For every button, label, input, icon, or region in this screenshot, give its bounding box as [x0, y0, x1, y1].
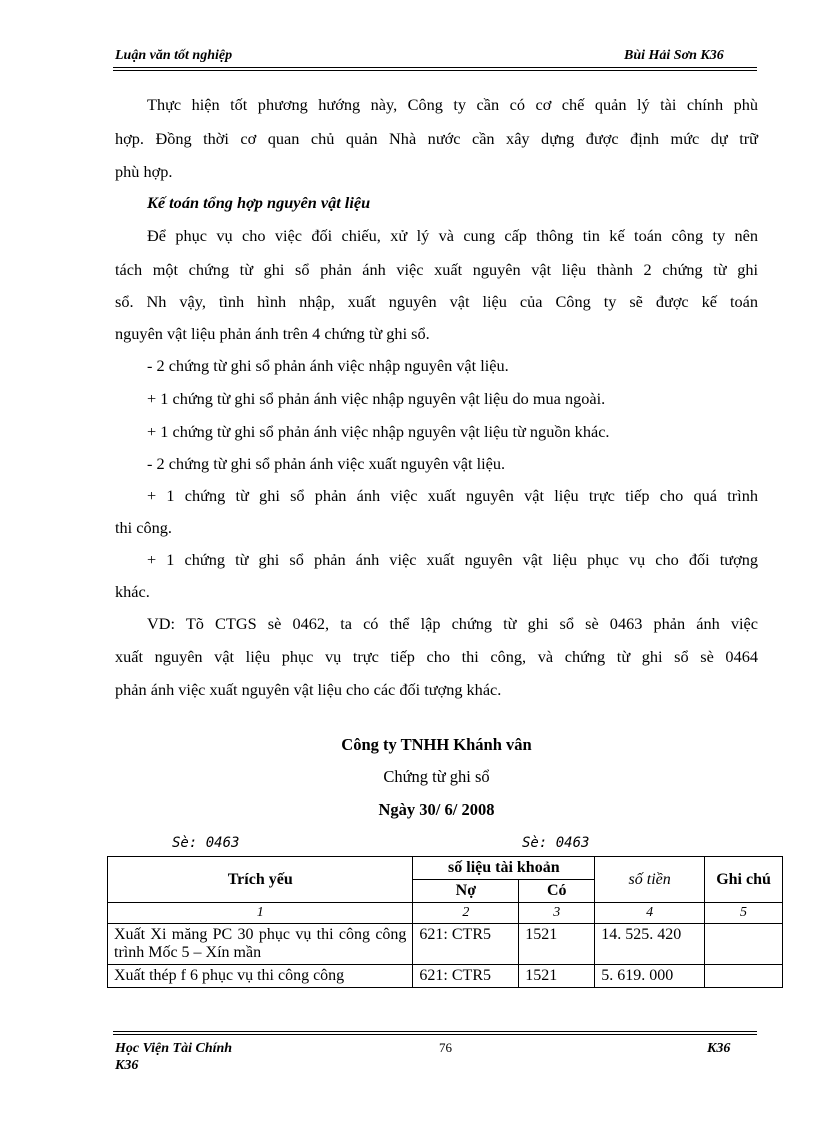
para-2-line-1: Để phục vụ cho việc đối chiếu, xử lý và cung cấp thông tin kế toán công ty nên: [147, 226, 758, 245]
col-num: 4: [595, 903, 705, 924]
list-item-4: - 2 chứng từ ghi sổ phản ánh việc xuất nguyên vật liệu.: [147, 454, 506, 473]
list-item-2: + 1 chứng từ ghi sổ phản ánh việc nhập nguyên vật liệu do mua ngoài.: [147, 389, 606, 408]
table-header-row: [108, 857, 783, 880]
cell-trich-yeu: Xuất thép f 6 phục vụ thi công công: [108, 965, 413, 988]
cell-co: 1521: [519, 965, 595, 988]
voucher-date: Ngày 30/ 6/ 2008: [378, 800, 495, 819]
page-number: 76: [439, 1040, 452, 1055]
col-num: 2: [413, 903, 519, 924]
cell-ghi-chu: [705, 924, 783, 965]
company-name: Công ty TNHH Khánh vân: [341, 735, 532, 754]
cell-co: 1521: [519, 924, 595, 965]
footer-rule-2: [113, 1034, 757, 1035]
header-rule: [113, 67, 757, 68]
para-2-line-4: nguyên vật liệu phản ánh trên 4 chứng từ ghi sổ.: [115, 324, 430, 343]
header-rule-2: [113, 70, 757, 71]
list-item-5-line-1: + 1 chứng từ ghi sổ phản ánh việc xuất nguyên vật liệu trực tiếp cho quá trình: [147, 486, 758, 505]
para-2-line-3: sổ. Nh vậy, tình hình nhập, xuất nguyên vật liệu của Công ty sẽ được kế toán: [115, 292, 758, 311]
footer-left-2: K36: [115, 1058, 139, 1073]
col-num: 5: [705, 903, 783, 924]
footer-rule: [113, 1031, 757, 1032]
list-item-3: + 1 chứng từ ghi sổ phản ánh việc nhập nguyên vật liệu từ nguồn khác.: [147, 422, 610, 441]
list-item-6-line-1: + 1 chứng từ ghi sổ phản ánh việc xuất nguyên vật liệu phục vụ cho đối tượng: [147, 550, 758, 569]
para-1-line-3: phù hợp.: [115, 162, 173, 181]
header-co: Có: [519, 880, 595, 903]
header-so-tien: số tiền: [595, 857, 705, 903]
header-ghi-chu: Ghi chú: [705, 857, 783, 903]
para-1-line-2: hợp. Đồng thời cơ quan chủ quản Nhà nước cần xây dựng được định mức dự trữ: [115, 129, 758, 148]
cell-trich-yeu: Xuất Xi măng PC 30 phục vụ thi công công trình Mốc 5 – Xín mần: [108, 924, 413, 965]
voucher-number-right: Sè: 0463: [522, 835, 590, 851]
example-line-3: phản ánh việc xuất nguyên vật liệu cho các đối tượng khác.: [115, 680, 502, 699]
voucher-title: Chứng từ ghi sổ: [383, 767, 490, 786]
cell-so-tien: 14. 525. 420: [595, 924, 705, 965]
section-heading: Kế toán tổng hợp nguyên vật liệu: [147, 193, 371, 212]
cell-no: 621: CTR5: [413, 965, 519, 988]
col-num: 1: [108, 903, 413, 924]
cell-no: 621: CTR5: [413, 924, 519, 965]
cell-ghi-chu: [705, 965, 783, 988]
example-line-2: xuất nguyên vật liệu phục vụ trực tiếp cho thi công, và chứng từ ghi sổ sè 0464: [115, 647, 758, 666]
header-right: Bùi Hải Sơn K36: [624, 48, 724, 63]
col-num: 3: [519, 903, 595, 924]
table-row: [108, 965, 783, 988]
para-1-line-1: Thực hiện tốt phương hướng này, Công ty cần có cơ chế quản lý tài chính phù: [147, 95, 758, 114]
list-item-1: - 2 chứng từ ghi sổ phản ánh việc nhập nguyên vật liệu.: [147, 356, 509, 375]
footer-left: Học Viện Tài Chính: [115, 1041, 233, 1056]
cell-so-tien: 5. 619. 000: [595, 965, 705, 988]
header-no: Nợ: [413, 880, 519, 903]
voucher-table: [107, 856, 783, 988]
header-left: Luận văn tốt nghiệp: [115, 48, 233, 63]
list-item-5-line-2: thi công.: [115, 518, 172, 537]
list-item-6-line-2: khác.: [115, 582, 150, 601]
table-row: [108, 924, 783, 965]
footer-right: K36: [707, 1041, 731, 1056]
column-number-row: [108, 903, 783, 924]
voucher-number-left: Sè: 0463: [172, 835, 240, 851]
header-so-lieu: số liệu tài khoản: [413, 857, 595, 880]
para-2-line-2: tách một chứng từ ghi sổ phản ánh việc xuất nguyên vật liệu thành 2 chứng từ ghi: [115, 260, 758, 279]
example-line-1: VD: Tõ CTGS sè 0462, ta có thể lập chứng từ ghi sổ sè 0463 phản ánh việc: [147, 614, 758, 633]
header-trich-yeu: Trích yếu: [108, 857, 413, 903]
